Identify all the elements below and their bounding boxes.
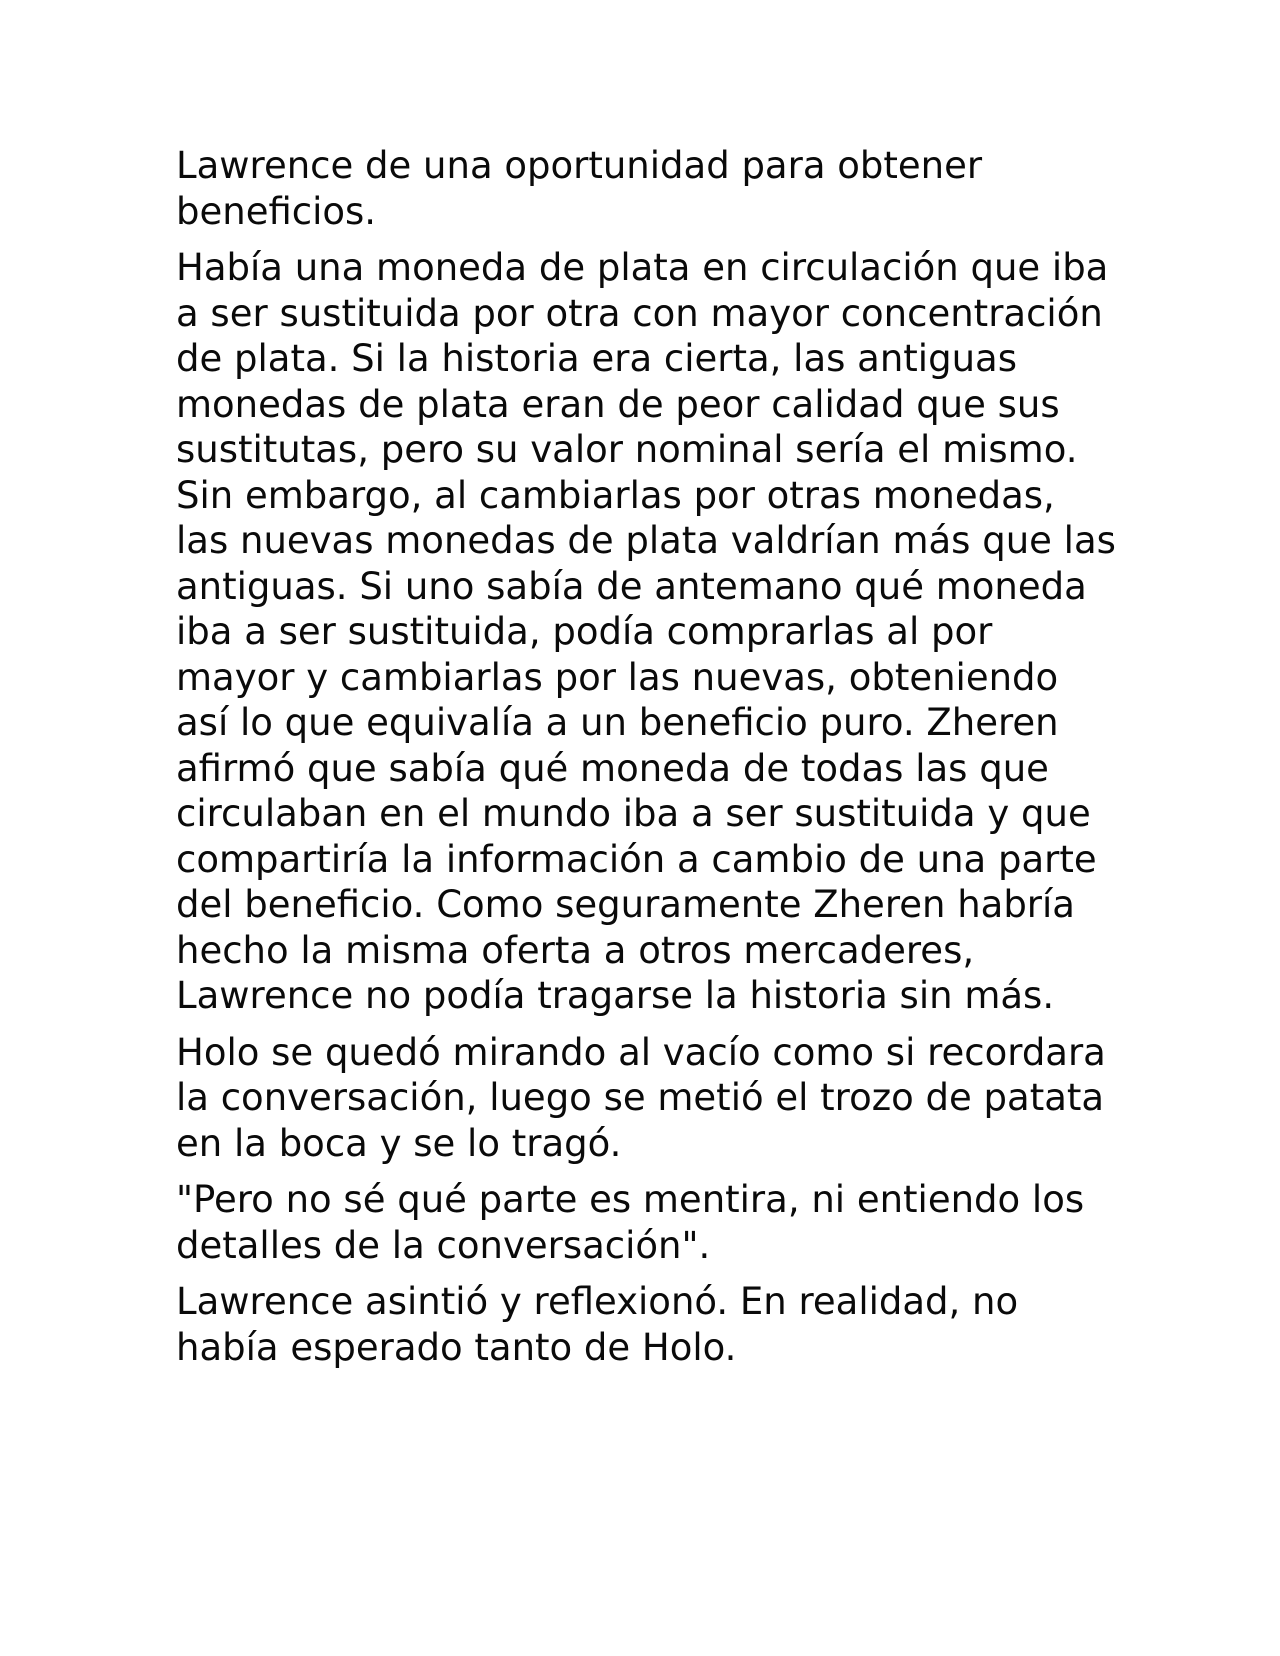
paragraph-5: Lawrence asintió y reflexionó. En realidad, no había esperado tanto de Holo.	[176, 1280, 1019, 1369]
paragraph-4: "Pero no sé qué parte es mentira, ni entiendo los detalles de la conversación".	[176, 1178, 1085, 1267]
document-page	[176, 143, 1116, 1381]
paragraph-2: Había una moneda de plata en circulación que iba a ser sustituida por otra con mayor concentración de plata. Si la historia era cierta, las antiguas monedas de plata eran de peor calidad que sus sustitutas, pero su valor nominal sería el mismo. Sin embargo, al cambiarlas por otras monedas, las nuevas monedas de plata valdrían más que las antiguas. Si uno sabía de antemano qué moneda iba a ser sustituida, podía comprarlas al por mayor y cambiarlas por las nuevas, obteniendo así lo que equivalía a un beneficio puro. Zheren afirmó que sabía qué moneda de todas las que circulaban en el mundo iba a ser sustituida y que compartiría la información a cambio de una parte del beneficio. Como seguramente Zheren habría hecho la misma oferta a otros mercaderes, Lawrence no podía tragarse la historia sin más.	[176, 246, 1116, 1017]
paragraph-3: Holo se quedó mirando al vacío como si recordara la conversación, luego se metió el trozo de patata en la boca y se lo tragó.	[176, 1030, 1106, 1165]
paragraph-1: Lawrence de una oportunidad para obtener beneficios.	[176, 144, 983, 233]
